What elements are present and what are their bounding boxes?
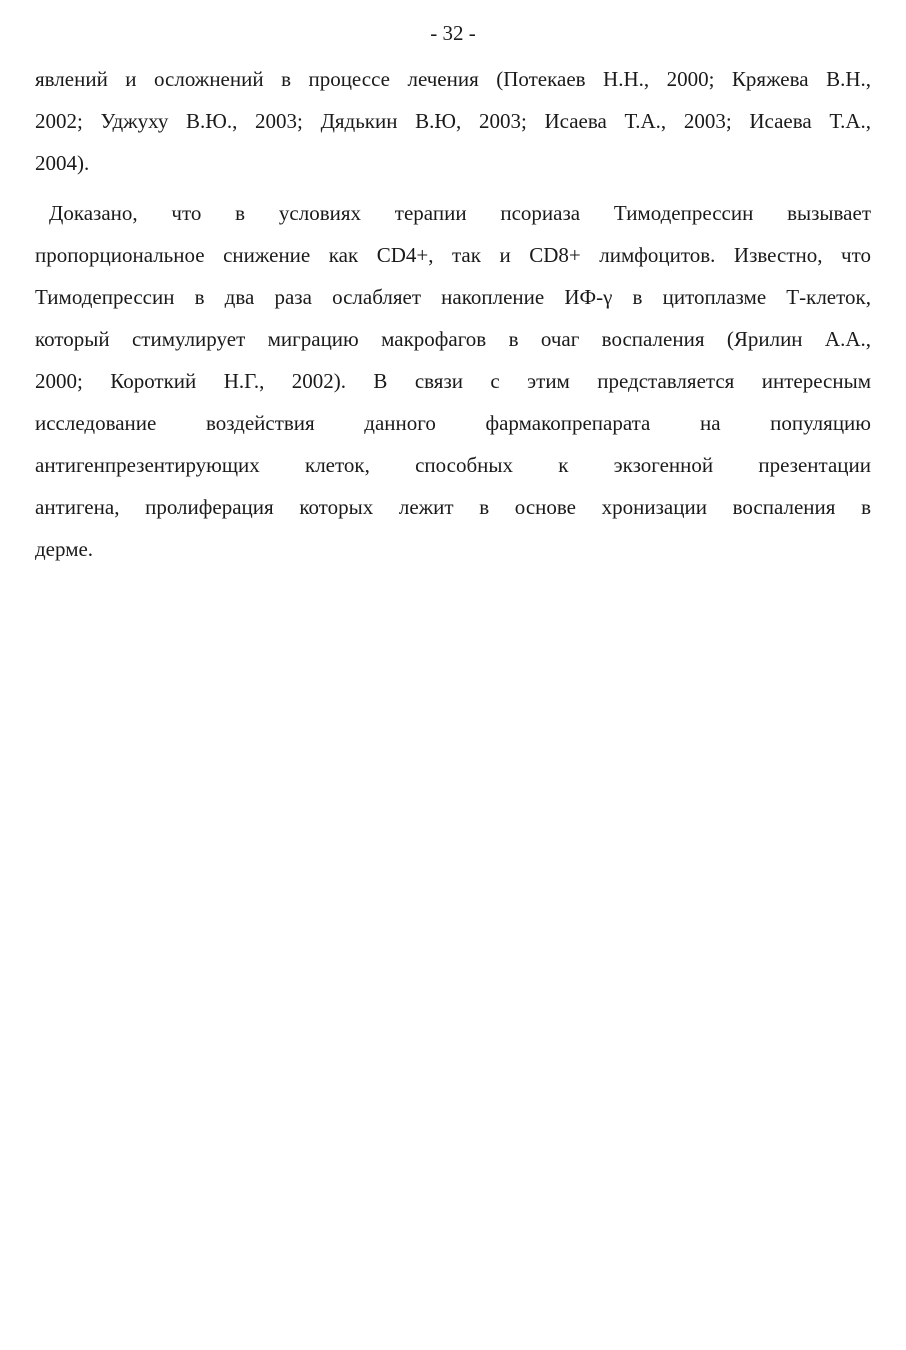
text-line: 2004). [35, 151, 90, 175]
text-line: Тимодепрессин в два раза ослабляет накопление ИФ-γ в цитоплазме Т-клеток, [35, 285, 871, 309]
text-line: антигена, пролиферация которых лежит в основе хронизации воспаления в [35, 495, 871, 519]
paragraph-continuation [35, 58, 871, 184]
text-line: исследование воздействия данного фармакопрепарата на популяцию [35, 411, 871, 435]
text-line: Доказано, что в условиях терапии псориаза Тимодепрессин вызывает [49, 201, 871, 225]
text-line: который стимулирует миграцию макрофагов в очаг воспаления (Ярилин А.А., [35, 327, 871, 351]
text-line: пропорциональное снижение как CD4+, так и CD8+ лимфоцитов. Известно, что [35, 243, 871, 267]
document-body [35, 58, 871, 570]
text-line: 2000; Короткий Н.Г., 2002). В связи с этим представляется интересным [35, 369, 871, 393]
text-line: дерме. [35, 537, 94, 561]
text-line: явлений и осложнений в процессе лечения (Потекаев Н.Н., 2000; Кряжева В.Н., [35, 67, 871, 91]
paragraph-thymodepressin [35, 192, 871, 570]
text-line: 2002; Уджуху В.Ю., 2003; Дядькин В.Ю, 2003; Исаева Т.А., 2003; Исаева Т.А., [35, 109, 871, 133]
page-number: - 32 - [430, 21, 476, 45]
text-line: антигенпрезентирующих клеток, способных к экзогенной презентации [35, 453, 871, 477]
